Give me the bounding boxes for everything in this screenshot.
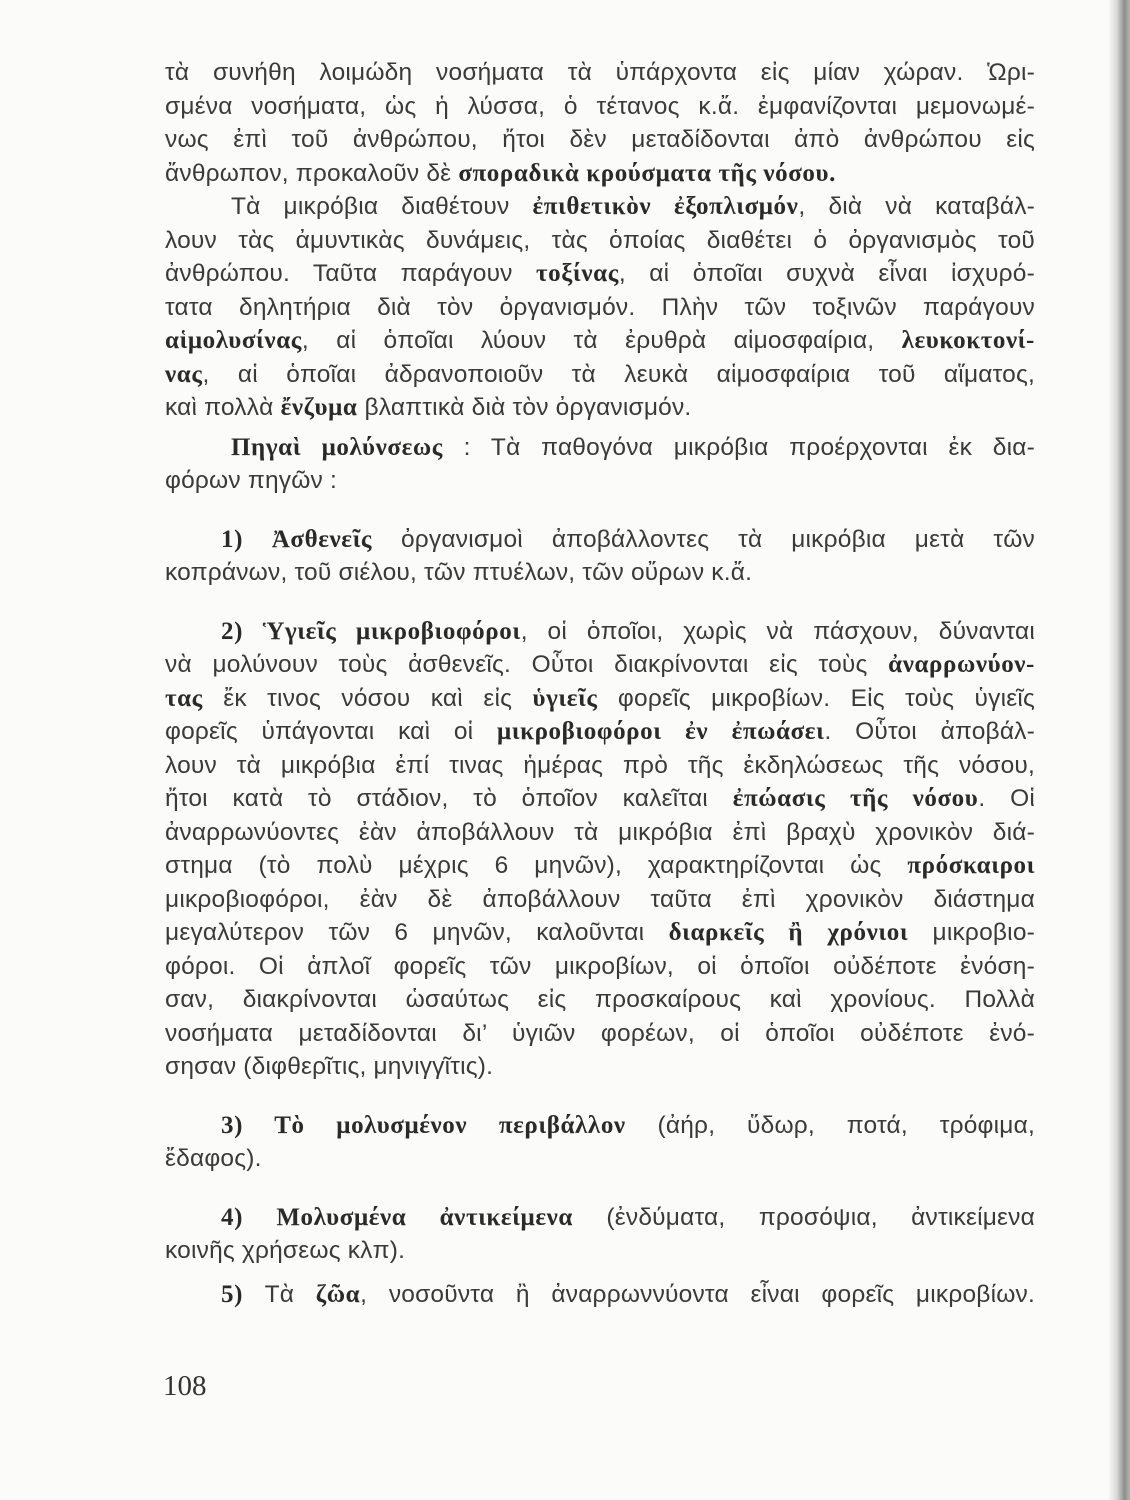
text-line bbox=[165, 190, 1035, 224]
text-run: ἀνθρώπου. Ταῦτα παράγουν bbox=[165, 260, 537, 287]
text-line bbox=[165, 983, 1035, 1017]
emphasized-term: Ἀσθενεῖς bbox=[271, 525, 373, 553]
text-run: : Τὰ παθογόνα μικρόβια προέρχονται ἐκ δια- bbox=[442, 433, 1035, 461]
text-line bbox=[165, 1278, 1035, 1312]
emphasized-term: Πηγαὶ μολύνσεως bbox=[231, 433, 443, 461]
text-run: ὀργανισμοὶ ἀποβάλλοντες τὰ μικρόβια μετὰ τῶν bbox=[372, 525, 1035, 553]
text-run: τὰ συνήθη λοιμώδη νοσήματα τὰ ὑπάρχοντα εἰς μίαν χώραν. Ὡρι- bbox=[165, 59, 1035, 86]
paragraph bbox=[165, 190, 1035, 425]
text-run: μεγαλύτερον τῶν 6 μηνῶν, καλοῦνται bbox=[165, 919, 669, 946]
text-run: , διὰ νὰ καταβάλ- bbox=[798, 193, 1036, 220]
text-line bbox=[165, 816, 1035, 850]
emphasized-term: ἐπώασις τῆς νόσου bbox=[732, 785, 979, 812]
emphasized-term: τας bbox=[165, 684, 203, 712]
text-run: λουν τὰς ἀμυντικὰς δυνάμεις, τὰς ὁποίας διαθέτει ὁ ὀργανισμὸς τοῦ bbox=[165, 226, 1035, 254]
text-line bbox=[165, 883, 1035, 917]
text-run: ἄνθρωπον, προκαλοῦν δὲ bbox=[165, 159, 459, 187]
text-line bbox=[165, 916, 1035, 950]
text-run: φόροι. Οἱ ἁπλοῖ φορεῖς τῶν μικροβίων, οἱ ὁποῖοι οὐδέποτε ἐνόση- bbox=[165, 952, 1035, 980]
list-item bbox=[165, 615, 1035, 1084]
text-line bbox=[165, 1234, 1035, 1268]
text-line bbox=[165, 950, 1035, 984]
emphasized-term: ἐπιθετικὸν ἐξοπλισμόν bbox=[532, 193, 799, 220]
text-run: . Οὗτοι ἀποβάλ- bbox=[824, 718, 1035, 745]
text-run: , αἱ ὁποῖαι συχνὰ εἶναι ἰσχυρό- bbox=[618, 260, 1035, 287]
text-line bbox=[165, 523, 1035, 557]
text-run: νως ἐπὶ τοῦ ἀνθρώπου, ἤτοι δὲν μεταδίδονται ἀπὸ ἀνθρώπου εἰς bbox=[165, 126, 1035, 153]
emphasized-term: ἔνζυμα bbox=[280, 394, 358, 421]
page-number: 108 bbox=[163, 1370, 207, 1402]
text-line bbox=[165, 615, 1035, 649]
text-line bbox=[165, 464, 1035, 498]
text-run: βλαπτικὰ διὰ τὸν ὀργανισμόν. bbox=[357, 394, 692, 421]
text-line bbox=[165, 291, 1035, 325]
text-line bbox=[165, 157, 1035, 191]
text-run: , νοσοῦντα ἢ ἀναρρωννύοντα εἶναι φορεῖς μικροβίων. bbox=[360, 1280, 1035, 1308]
text-line bbox=[165, 56, 1035, 90]
text-run: ἔκ τινος νόσου καὶ εἰς bbox=[202, 684, 533, 712]
text-line bbox=[165, 90, 1035, 124]
text-run: (ἀήρ, ὕδωρ, ποτά, τρόφιμα, bbox=[625, 1111, 1035, 1139]
text-run: φόρων πηγῶν : bbox=[165, 467, 338, 494]
text-run: στημα (τὸ πολὺ μέχρις 6 μηνῶν), χαρακτηρίζονται ὡς bbox=[165, 852, 908, 879]
text-run: φορεῖς μικροβίων. Εἰς τοὺς ὑγιεῖς bbox=[597, 684, 1035, 712]
text-line bbox=[165, 1201, 1035, 1235]
paragraph bbox=[165, 431, 1035, 498]
text-run: λουν τὰ μικρόβια ἐπί τινας ἡμέρας πρὸ τῆς ἐκδηλώσεως τῆς νόσου, bbox=[165, 751, 1035, 779]
paragraph bbox=[165, 56, 1035, 190]
text-line bbox=[165, 648, 1035, 682]
text-run: Τὰ μικρόβια διαθέτουν bbox=[231, 193, 533, 220]
emphasized-term: τοξίνας bbox=[536, 260, 619, 287]
emphasized-term: 5) bbox=[221, 1280, 265, 1308]
emphasized-term: νας bbox=[165, 360, 203, 388]
emphasized-term: πρόσκαιροι bbox=[907, 852, 1035, 879]
list-item bbox=[165, 1278, 1035, 1312]
text-line bbox=[165, 715, 1035, 749]
text-run: σαν, διακρίνονται ὡσαύτως εἰς προσκαίρους καὶ χρονίους. Πολλὰ bbox=[165, 986, 1035, 1013]
text-run: ἤτοι κατὰ τὸ στάδιον, τὸ ὁποῖον καλεῖται bbox=[165, 785, 733, 812]
text-line bbox=[165, 358, 1035, 392]
text-line bbox=[165, 849, 1035, 883]
text-run: κοινῆς χρήσεως κλπ). bbox=[165, 1237, 406, 1264]
text-line bbox=[165, 123, 1035, 157]
text-run: , αἱ ὁποῖαι ἀδρανοποιοῦν τὰ λευκὰ αἱμοσφαίρια τοῦ αἵματος, bbox=[202, 360, 1035, 388]
text-line bbox=[165, 782, 1035, 816]
page-edge-shadow bbox=[1108, 0, 1130, 1500]
emphasized-term: 4) bbox=[221, 1203, 277, 1231]
emphasized-term: Ὑγιεῖς μικροβιοφόροι bbox=[262, 617, 521, 645]
emphasized-term: 2) bbox=[221, 617, 263, 645]
emphasized-term: σποραδικὰ κρούσματα τῆς νόσου. bbox=[458, 159, 836, 187]
emphasized-term: μικροβιοφόροι ἐν ἐπωάσει bbox=[496, 718, 825, 745]
list-item bbox=[165, 1109, 1035, 1176]
text-line bbox=[165, 1109, 1035, 1143]
text-line bbox=[165, 431, 1035, 465]
emphasized-term: διαρκεῖς ἢ χρόνιοι bbox=[668, 919, 909, 946]
emphasized-term: Τὸ μολυσμένον περιβάλλον bbox=[274, 1111, 626, 1139]
text-run: ἀναρρωνύοντες ἐὰν ἀποβάλλουν τὰ μικρόβια ἐπὶ βραχὺ χρονικὸν διά- bbox=[165, 818, 1035, 846]
text-run: . Οἱ bbox=[978, 785, 1035, 812]
text-line bbox=[165, 224, 1035, 258]
emphasized-term: ζῶα bbox=[315, 1280, 361, 1308]
text-run: μικροβιοφόροι, ἐὰν δὲ ἀποβάλλουν ταῦτα ἐπὶ χρονικὸν διάστημα bbox=[165, 885, 1035, 913]
text-line bbox=[165, 556, 1035, 590]
text-line bbox=[165, 391, 1035, 425]
emphasized-term: 3) bbox=[221, 1111, 275, 1139]
text-run: ἔδαφος). bbox=[165, 1145, 262, 1172]
text-run: μικροβιο- bbox=[908, 919, 1036, 946]
text-run: , οἱ ὁποῖοι, χωρὶς νὰ πάσχουν, δύνανται bbox=[520, 617, 1035, 645]
text-line bbox=[165, 749, 1035, 783]
list-item bbox=[165, 523, 1035, 590]
text-line bbox=[165, 1050, 1035, 1084]
emphasized-term: 1) bbox=[221, 525, 272, 553]
text-run: κοπράνων, τοῦ σιέλου, τῶν πτυέλων, τῶν οὔρων κ.ἄ. bbox=[165, 559, 753, 586]
emphasized-term: ὑγιεῖς bbox=[532, 684, 598, 712]
text-line bbox=[165, 682, 1035, 716]
text-run: σμένα νοσήματα, ὡς ἡ λύσσα, ὁ τέτανος κ.ἄ. ἐμφανίζονται μεμονωμέ- bbox=[165, 92, 1035, 120]
emphasized-term: ἀναρρωνύον- bbox=[888, 651, 1035, 678]
text-run: νοσήματα μεταδίδονται δι’ ὑγιῶν φορέων, οἱ ὁποῖοι οὐδέποτε ἐνό- bbox=[165, 1019, 1035, 1047]
text-run: Τὰ bbox=[264, 1280, 316, 1308]
text-run: , αἱ ὁποῖαι λύουν τὰ ἐρυθρὰ αἱμοσφαίρια, bbox=[301, 327, 902, 354]
text-run: (ἐνδύματα, προσόψια, ἀντικείμενα bbox=[572, 1203, 1035, 1231]
emphasized-term: λευκοκτονί- bbox=[901, 327, 1035, 354]
text-run: τατα δηλητήρια διὰ τὸν ὀργανισμόν. Πλὴν τῶν τοξινῶν παράγουν bbox=[165, 293, 1035, 321]
text-line bbox=[165, 324, 1035, 358]
document-body bbox=[165, 56, 1035, 1311]
list-item bbox=[165, 1201, 1035, 1268]
emphasized-term: Μολυσμένα ἀντικείμενα bbox=[276, 1203, 573, 1231]
text-line bbox=[165, 257, 1035, 291]
text-line bbox=[165, 1142, 1035, 1176]
text-run: νὰ μολύνουν τοὺς ἀσθενεῖς. Οὗτοι διακρίνονται εἰς τοὺς bbox=[165, 651, 889, 678]
text-run: φορεῖς ὑπάγονται καὶ οἱ bbox=[165, 718, 497, 745]
emphasized-term: αἱμολυσίνας bbox=[165, 327, 302, 354]
text-run: σησαν (διφθερῖτις, μηνιγγῖτις). bbox=[165, 1053, 494, 1080]
text-run: καὶ πολλὰ bbox=[165, 394, 281, 421]
text-line bbox=[165, 1017, 1035, 1051]
